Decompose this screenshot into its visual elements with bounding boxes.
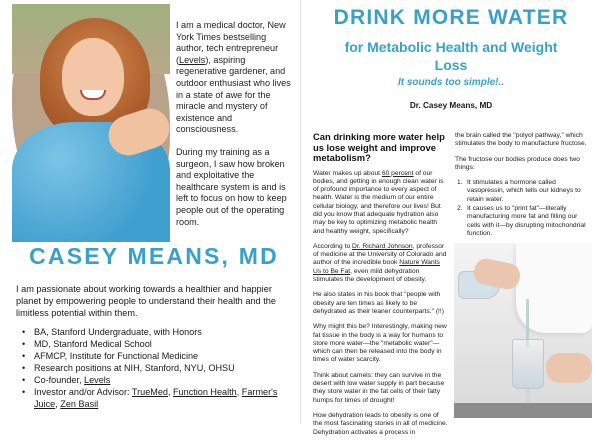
- article-paragraph: the brain called the "polyol pathway," which stimulates the body to manufacture fructose.: [455, 132, 587, 148]
- article-paragraph: According to Dr. Richard Johnson, professor of medicine at the University of Colorado and author of the incredible book Nature Wants Us to Be Fat, even mild dehydration stimulates the development of obesity.: [313, 242, 447, 284]
- article-subhead: for Metabolic Health and Weight Loss: [344, 39, 558, 73]
- bio-paragraph-2: During my training as a surgeon, I saw how broken and exploitative the healthcare system is and is left to focus on how to keep people out of the operating room.: [176, 146, 287, 227]
- article-paragraph: The fructose our bodies produce does two things:: [455, 155, 580, 171]
- truemed-link[interactable]: TrueMed: [131, 387, 168, 397]
- right-page: [300, 0, 600, 436]
- article-headline: DRINK MORE WATER: [333, 6, 569, 29]
- author-portrait-photo: [12, 4, 170, 236]
- credential-item: • Research positions at NIH, Stanford, NYU, OHSU: [22, 363, 235, 373]
- article-author: Dr. Casey Means, MD: [409, 101, 493, 110]
- levels-link[interactable]: Levels: [84, 375, 111, 385]
- sixty-percent-link[interactable]: 60 percent: [381, 169, 414, 177]
- mission-statement: I am passionate about working towards a healthier and happier planet by empowering people to understand their health and the limitless potential within them.: [16, 284, 276, 318]
- credential-item: • BA, Stanford Undergraduate, with Honors: [22, 327, 202, 337]
- farmers-juice-link[interactable]: Farmer's Juice: [34, 387, 278, 409]
- article-paragraph: He also states in his book that "people with obesity are ten times as likely to be dehydrated as their leaner counterparts." (!!): [313, 291, 444, 315]
- zen-basil-link[interactable]: Zen Basil: [60, 399, 99, 409]
- left-page: [0, 0, 300, 424]
- article-column-2: [455, 132, 591, 244]
- article-paragraph: Think about camels: they can survive in the desert with low water supply in part because they store water in the fat cells of their fatty humps for times of drought!: [313, 371, 445, 404]
- article-question-heading: Can drinking more water help us lose weight and improve metabolism?: [313, 131, 445, 163]
- author-name-title: CASEY MEANS, MD: [29, 243, 279, 269]
- list-item: 2. It causes us to "print fat"—literally manufacturing more fat and filling our cells with it—by disrupting mitochondrial function.: [457, 205, 586, 237]
- pouring-water-photo: [454, 243, 592, 418]
- book-link[interactable]: Nature Wants Us to Be Fat: [313, 259, 440, 275]
- bio-paragraph-1: I am a medical doctor, New York Times bestselling author, tech entrepreneur (Levels), aspiring regenerative gardener, and outdoor enthusiast who lives in a state of awe for the miracle and mystery of existence and consciousness.: [176, 20, 291, 135]
- credential-item: • AFMCP, Institute for Functional Medicine: [22, 351, 199, 361]
- credential-item: • MD, Stanford Medical School: [22, 339, 152, 349]
- list-item: 1. It stimulates a hormone called vasopressin, which tells our kidneys to retain water.: [457, 179, 581, 203]
- richard-johnson-link[interactable]: Dr. Richard Johnson: [352, 242, 413, 250]
- article-column-1: [313, 132, 449, 444]
- levels-link[interactable]: Levels: [179, 54, 206, 65]
- credential-investor: • Investor and/or Advisor: TrueMed, Function Health, Farmer's Juice, Zen Basil: [22, 387, 278, 409]
- article-paragraph: How dehydration leads to obesity is one of the most fascinating stories in all of medicine. Dehydration activates a process in: [313, 411, 448, 436]
- fructose-effects-list: [455, 179, 591, 238]
- credentials-list: [22, 326, 294, 410]
- bio-intro: [176, 20, 294, 239]
- credential-cofounder: • Co-founder, Levels: [22, 375, 111, 385]
- article-paragraph: Why might this be? Interestingly, making new fat tissue in the body is a way for humans to store more water—the "metabolic water"—which can then be released into the body in times of water scarcity.: [313, 323, 447, 364]
- article-paragraph: Water makes up about 60 percent of our bodies, and getting in enough clean water is of profound importance to every aspect of health. Water is the medium of our entire cellular biology, and therefore our lives! But did you know that adequate hydration also may be key to optimizing metabolic health and healthy weight, specifically?: [313, 169, 444, 235]
- function-health-link[interactable]: Function Health: [173, 387, 237, 397]
- article-tagline: It sounds too simple!..: [397, 77, 505, 88]
